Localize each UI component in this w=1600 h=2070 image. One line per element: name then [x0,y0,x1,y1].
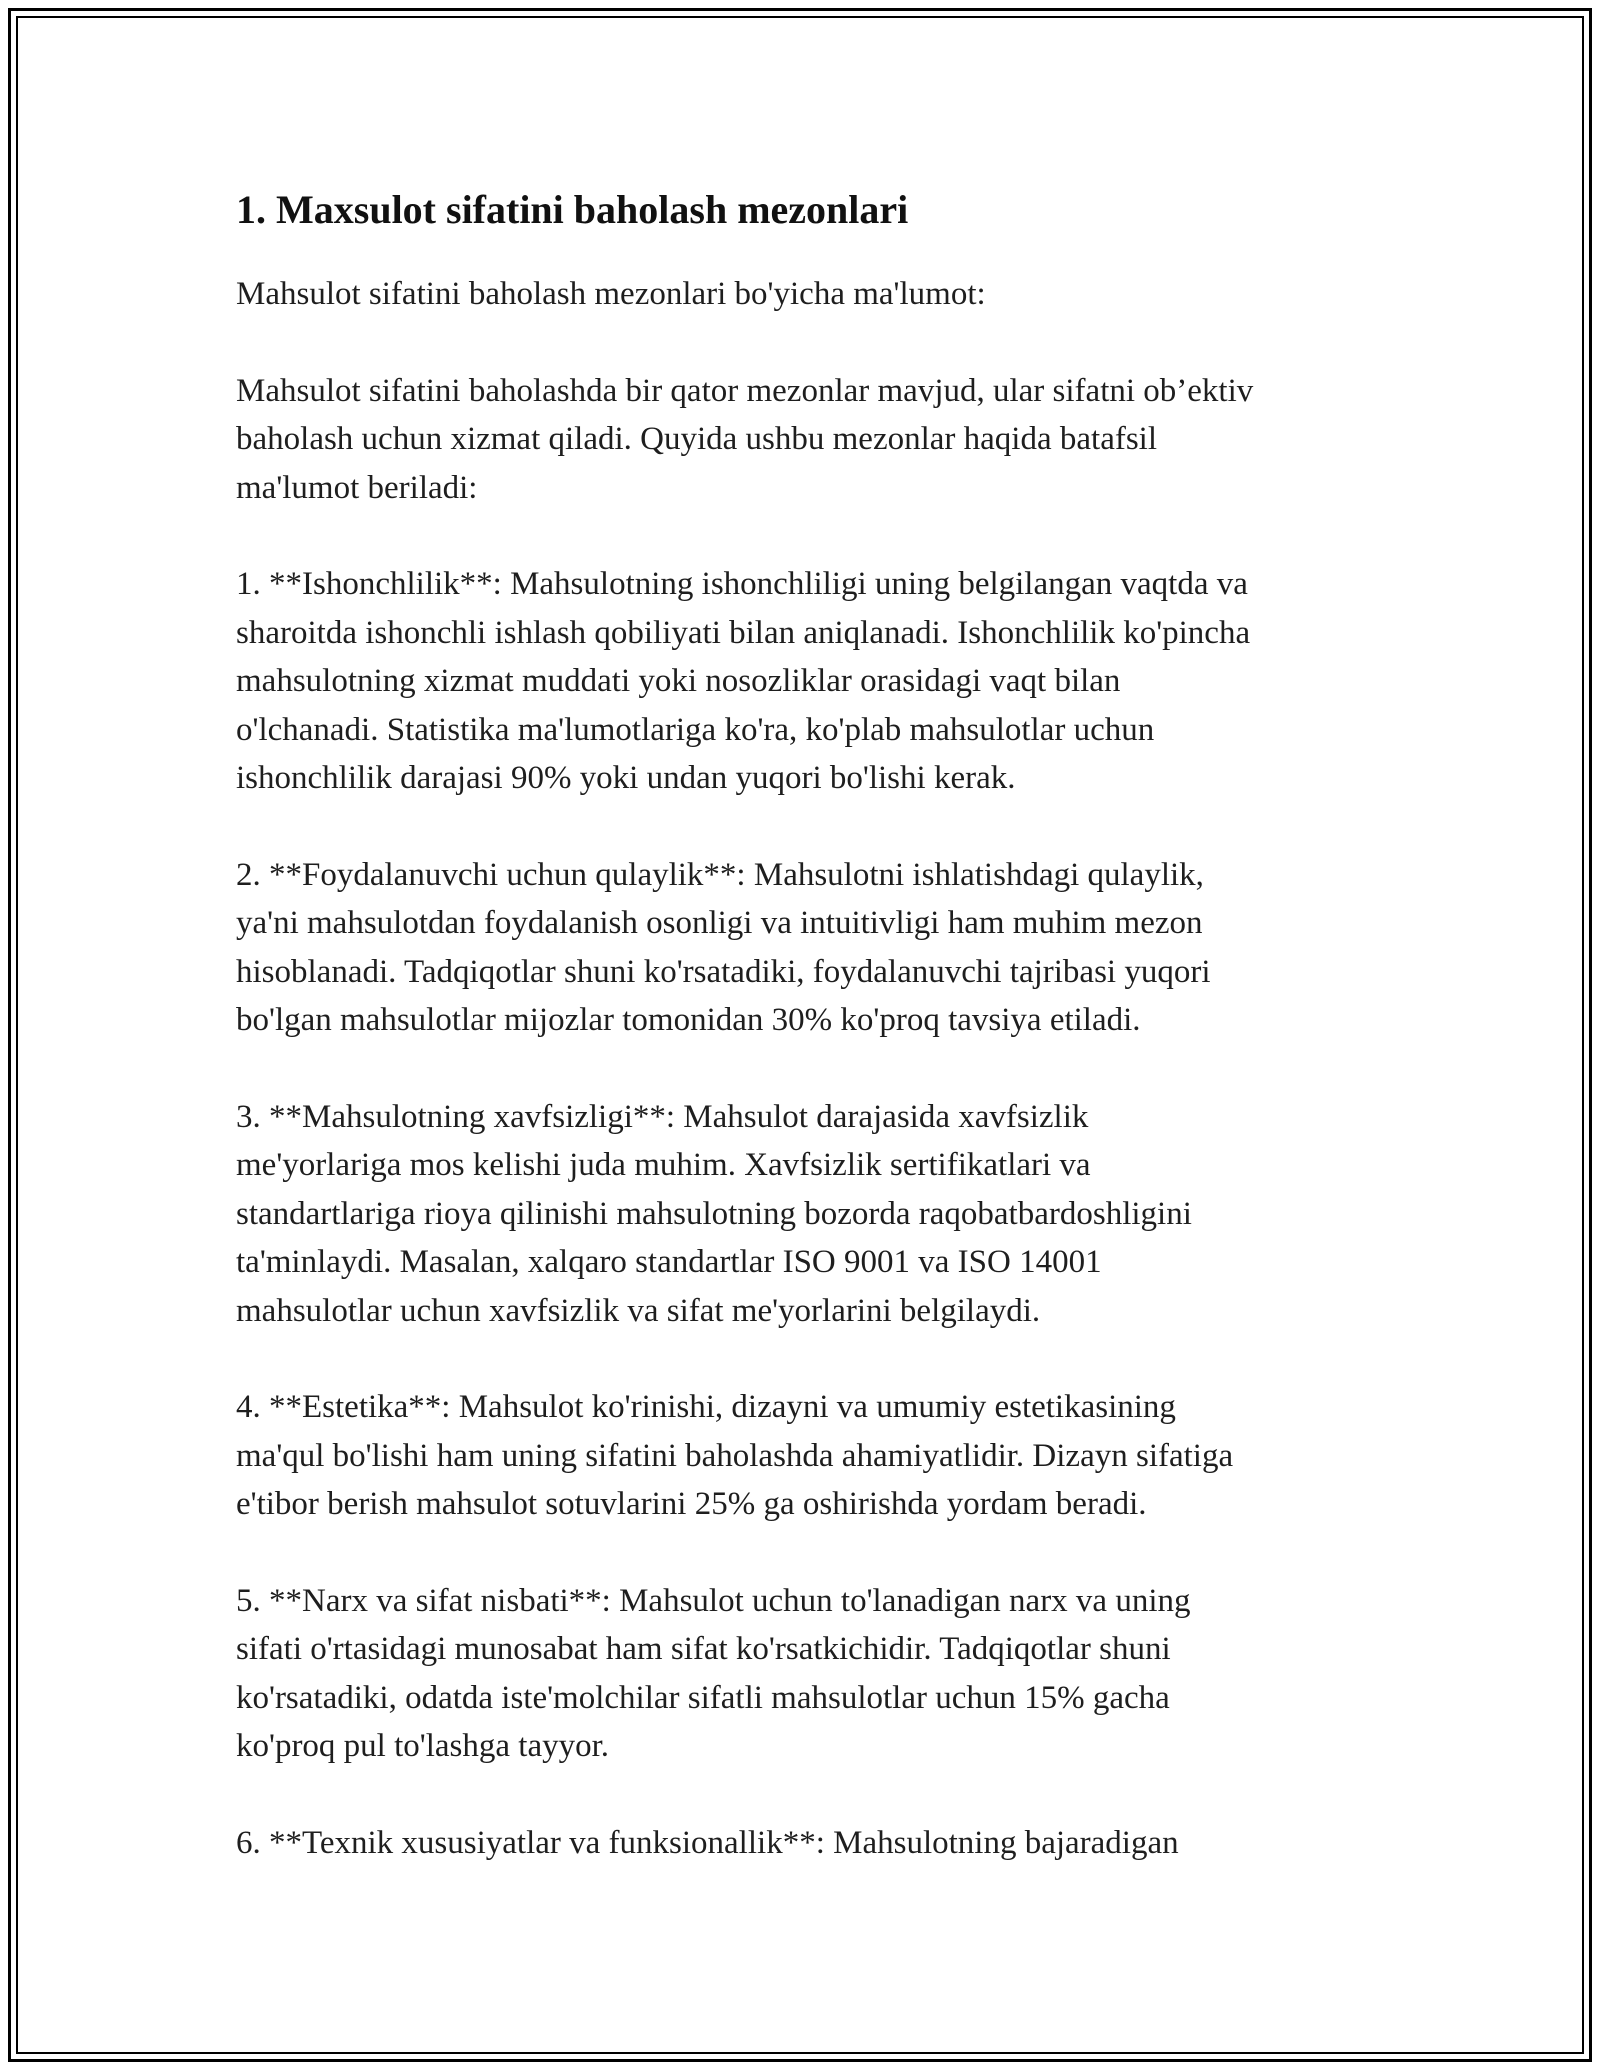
criterion-reliability: 1. **Ishonchlilik**: Mahsulotning ishonchliligi uning belgilangan vaqtda va sharoitda ishonchli ishlash qobiliyati bilan aniqlanadi. Ishonchlilik ko'pincha mahsulotning xizmat muddati yoki nosozliklar orasidagi vaqt bilan o'lchanadi. Statistika ma'lumotlariga ko'ra, ko'plab mahsulotlar uchun ishonchlilik darajasi 90% yoki undan yuqori bo'lishi kerak. [236,566,1251,796]
criterion-aesthetics: 4. **Estetika**: Mahsulot ko'rinishi, dizayni va umumiy estetikasining ma'qul bo'lishi ham uning sifatini baholashda ahamiyatlidir. Dizayn sifatiga e'tibor berish mahsulot sotuvlarini 25% ga oshirishda yordam beradi. [236,1389,1234,1522]
criterion-safety: 3. **Mahsulotning xavfsizligi**: Mahsulot darajasida xavfsizlik me'yorlariga mos kelishi juda muhim. Xavfsizlik sertifikatlari va standartlariga rioya qilinishi mahsulotning bozorda raqobatbardoshligini ta'minlaydi. Masalan, xalqaro standartlar ISO 9001 va ISO 14001 mahsulotlar uchun xavfsizlik va sifat me'yorlarini belgilaydi. [236,1098,1192,1329]
page-title: 1. Maxsulot sifatini baholash mezonlari [236,187,909,232]
criterion-price-quality: 5. **Narx va sifat nisbati**: Mahsulot uchun to'lanadigan narx va uning sifati o'rtasidagi munosabat ham sifat ko'rsatkichidir. Tadqiqotlar shuni ko'rsatadiki, odatda iste'molchilar sifatli mahsulotlar uchun 15% gacha ko'proq pul to'lashga tayyor. [236,1582,1191,1764]
document-body [236,186,1376,1915]
overview-paragraph: Mahsulot sifatini baholashda bir qator mezonlar mavjud, ular sifatni ob’ektiv baholash uchun xizmat qiladi. Quyida ushbu mezonlar haqida batafsil ma'lumot beriladi: [236,372,1254,506]
intro-paragraph: Mahsulot sifatini baholash mezonlari bo'yicha ma'lumot: [236,276,986,312]
criterion-usability: 2. **Foydalanuvchi uchun qulaylik**: Mahsulotni ishlatishdagi qulaylik, ya'ni mahsulotdan foydalanish osonligi va intuitivligi ham muhim mezon hisoblanadi. Tadqiqotlar shuni ko'rsatadiki, foydalanuvchi tajribasi yuqori bo'lgan mahsulotlar mijozlar tomonidan 30% ko'proq tavsiya etiladi. [236,856,1211,1038]
criterion-technical-features: 6. **Texnik xususiyatlar va funksionallik**: Mahsulotning bajaradigan [236,1824,1179,1861]
